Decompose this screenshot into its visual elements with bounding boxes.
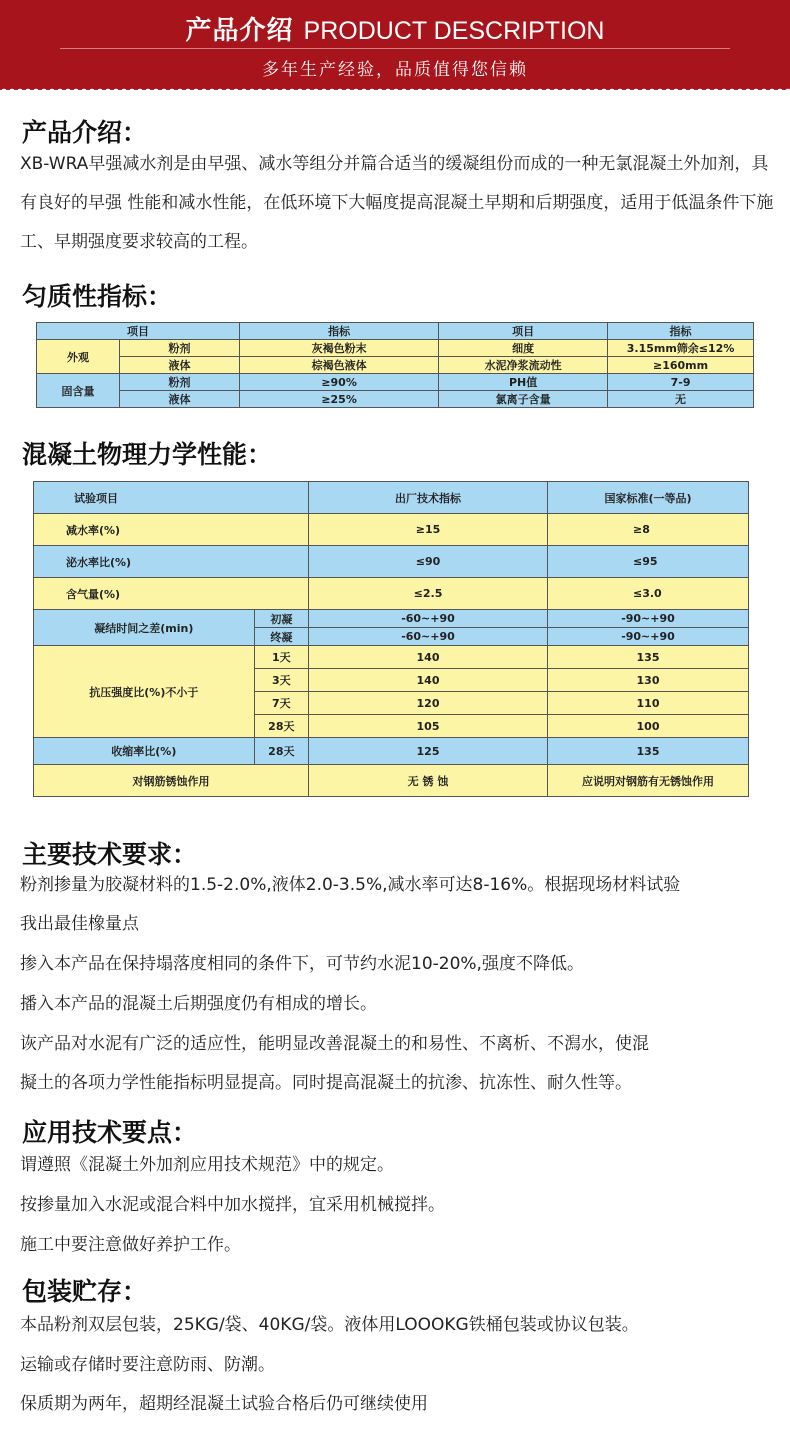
- table-cell: 棕褐色液体: [240, 357, 439, 374]
- table-cell: ≤2.5: [309, 578, 548, 610]
- table-row: [34, 765, 749, 797]
- table-cell: 泌水率比(%): [34, 546, 309, 578]
- header-cell: 出厂技术指标: [309, 482, 548, 514]
- table-cell: 对钢筋锈蚀作用: [34, 765, 309, 797]
- packaging-line: 本品粉剂双层包装，25KG/袋、40KG/袋。液体用LOOOKG铁桶包装或协议包装。: [20, 1315, 639, 1335]
- physical-heading: 混凝土物理力学性能：: [22, 440, 273, 469]
- group-cell: 固含量: [37, 374, 120, 408]
- table-cell: -60~+90: [309, 628, 548, 646]
- application-line: 按掺量加入水泥或混合料中加水搅拌，宜采用机械搅拌。: [20, 1195, 445, 1215]
- tech-line: 掺入本产品在保持塌落度相同的条件下，可节约水泥10-20%,强度不降低。: [20, 954, 584, 974]
- table-cell: ≤3.0: [548, 578, 749, 610]
- table-cell: -60~+90: [309, 610, 548, 628]
- intro-text: XB-WRA早强减水剂是由早强、减水等组分并篇合适当的缓凝组份而成的一种无氯混凝土外加剂，具有良好的早强 性能和减水性能，在低环境下大幅度提高混凝土早期和后期强度，适用于低温条件下施工、早期强度要求较高的工程。: [20, 154, 774, 252]
- tech-line: 诙产品对水泥有广泛的适应性，能明显改善混凝土的和易性、不离析、不澙水，使混: [20, 1034, 649, 1054]
- header-cell: 指标: [608, 323, 754, 340]
- banner-title-en: PRODUCT DESCRIPTION: [303, 17, 605, 45]
- table-cell: 氯离子含量: [439, 391, 608, 408]
- table-cell: 凝结时间之差(min): [34, 610, 255, 646]
- table-cell: PH值: [439, 374, 608, 391]
- packaging-heading: 包装贮存：: [22, 1277, 148, 1306]
- table-cell: 110: [548, 692, 749, 715]
- table-cell: 粉剂: [120, 374, 240, 391]
- table-cell: 100: [548, 715, 749, 738]
- application-line: 谓遵照《混凝土外加剂应用技术规范》中的规定。: [20, 1155, 394, 1175]
- table-row: [37, 374, 754, 391]
- packaging-line: 运输或存储时要注意防雨、防潮。: [20, 1355, 275, 1375]
- table-cell: 3天: [254, 669, 308, 692]
- table-cell: 液体: [120, 357, 240, 374]
- table-cell: ≥15: [309, 514, 548, 546]
- physical-table: [33, 481, 749, 797]
- table-row: [37, 391, 754, 408]
- table-cell: 140: [309, 669, 548, 692]
- table-cell: 125: [309, 738, 548, 765]
- table-cell: 应说明对钢筋有无锈蚀作用: [548, 765, 749, 797]
- table-header-row: [34, 482, 749, 514]
- table-cell: 灰褐色粉末: [240, 340, 439, 357]
- banner-scalloped-edge: [0, 86, 790, 90]
- table-cell: 140: [309, 646, 548, 669]
- banner-divider: [60, 48, 730, 49]
- header-cell: 试验项目: [34, 482, 309, 514]
- table-row: [34, 646, 749, 669]
- table-cell: 终凝: [254, 628, 308, 646]
- table-cell: -90~+90: [548, 610, 749, 628]
- table-row: [37, 357, 754, 374]
- table-row: [34, 610, 749, 628]
- table-cell: 含气量(%): [34, 578, 309, 610]
- table-cell: 28天: [254, 715, 308, 738]
- table-cell: ≥160mm: [608, 357, 754, 374]
- table-cell: 水泥净浆流动性: [439, 357, 608, 374]
- application-line: 施工中要注意做好养护工作。: [20, 1235, 241, 1255]
- table-cell: ≥90%: [240, 374, 439, 391]
- table-row: [34, 514, 749, 546]
- packaging-line: 保质期为两年，超期经混凝土试验合格后仍可继续使用: [20, 1394, 428, 1414]
- banner-title-cn: 产品介绍: [185, 16, 294, 46]
- table-cell: -90~+90: [548, 628, 749, 646]
- header-cell: 指标: [240, 323, 439, 340]
- tech-heading: 主要技术要求：: [22, 840, 198, 869]
- table-cell: ≥8: [548, 514, 749, 546]
- table-cell: 135: [548, 646, 749, 669]
- table-cell: 130: [548, 669, 749, 692]
- table-cell: 7-9: [608, 374, 754, 391]
- table-cell: 105: [309, 715, 548, 738]
- table-cell: ≤95: [548, 546, 749, 578]
- header-cell: 项目: [37, 323, 240, 340]
- table-cell: 初凝: [254, 610, 308, 628]
- tech-line: 擬土的各项力学性能指标明显提高。同时提高混凝土的抗渗、抗冻性、耐久性等。: [20, 1073, 632, 1093]
- header-cell: 项目: [439, 323, 608, 340]
- table-row: [37, 340, 754, 357]
- table-cell: 120: [309, 692, 548, 715]
- table-cell: 收缩率比(%): [34, 738, 255, 765]
- banner-subtitle: 多年生产经验，品质值得您信赖: [262, 60, 528, 80]
- table-cell: 无 锈 蚀: [309, 765, 548, 797]
- table-cell: 28天: [254, 738, 308, 765]
- table-cell: 135: [548, 738, 749, 765]
- table-cell: 1天: [254, 646, 308, 669]
- table-cell: 3.15mm筛余≤12%: [608, 340, 754, 357]
- header-banner: [0, 0, 790, 90]
- table-header-row: [37, 323, 754, 340]
- table-cell: 无: [608, 391, 754, 408]
- tech-line: 粉剂掺量为胶凝材料的1.5-2.0%,液体2.0-3.5%,减水率可达8-16%。根据现场材料试验: [20, 875, 681, 895]
- table-row: [34, 546, 749, 578]
- group-cell: 外观: [37, 340, 120, 374]
- uniformity-table: [36, 322, 754, 408]
- banner-title: [0, 10, 790, 47]
- intro-heading: 产品介绍：: [22, 118, 148, 147]
- table-cell: 粉剂: [120, 340, 240, 357]
- header-cell: 国家标准(一等品): [548, 482, 749, 514]
- table-row: [34, 578, 749, 610]
- table-cell: 抗压强度比(%)不小于: [34, 646, 255, 738]
- table-cell: 液体: [120, 391, 240, 408]
- table-cell: ≥25%: [240, 391, 439, 408]
- table-cell: 细度: [439, 340, 608, 357]
- tech-line: 我出最佳橡量点: [20, 914, 139, 934]
- table-cell: ≤90: [309, 546, 548, 578]
- table-cell: 减水率(%): [34, 514, 309, 546]
- uniformity-heading: 匀质性指标：: [22, 282, 173, 311]
- table-row: [34, 738, 749, 765]
- application-heading: 应用技术要点：: [22, 1118, 198, 1147]
- table-cell: 7天: [254, 692, 308, 715]
- tech-line: 播入本产品的混凝土后期强度仍有相成的增长。: [20, 994, 377, 1014]
